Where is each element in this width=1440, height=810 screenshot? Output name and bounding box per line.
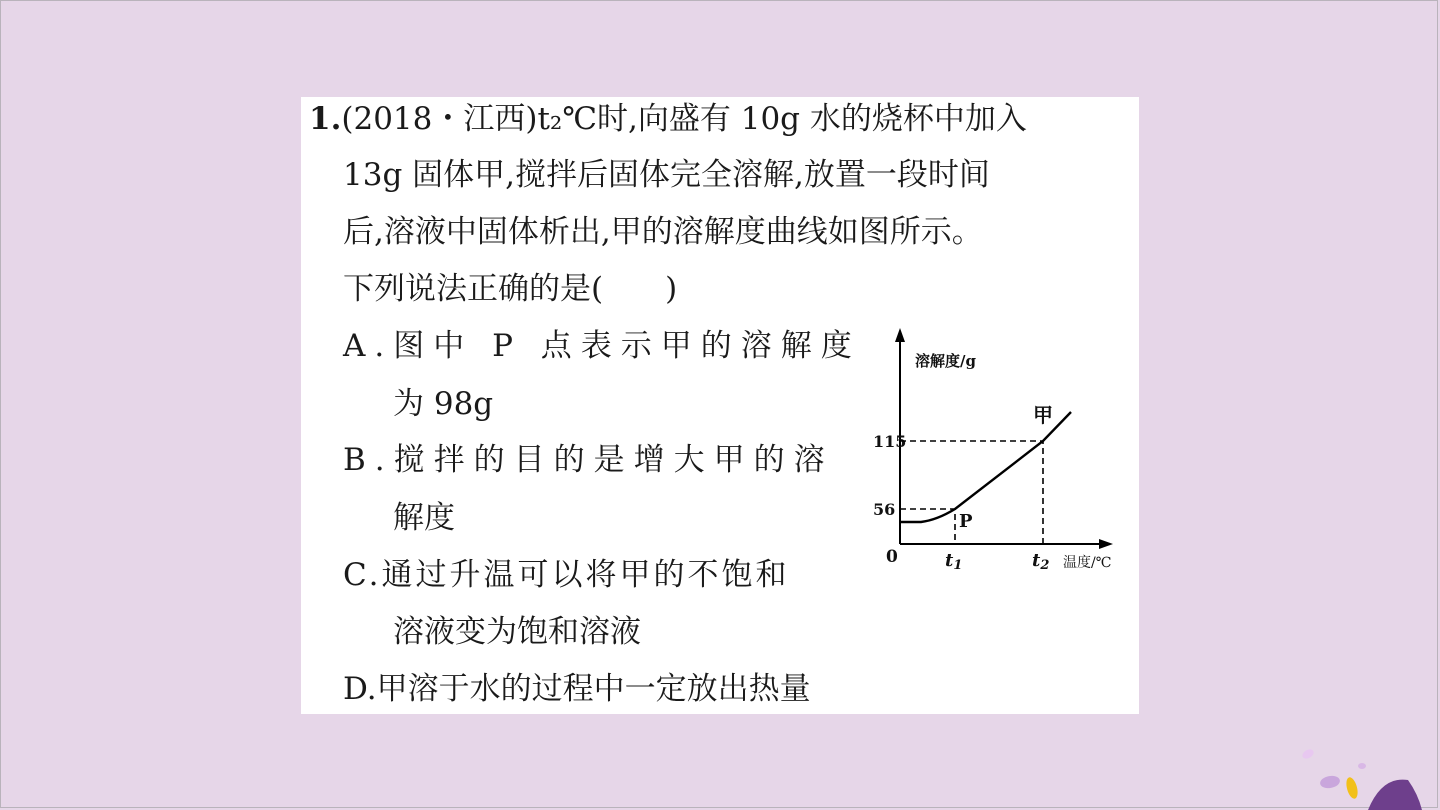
petal-small-icon [1358, 763, 1366, 769]
question-line-4: 下列说法正确的是( ) [343, 271, 678, 307]
x-tick-t2: t2 [1032, 550, 1050, 573]
y-tick-56: 56 [873, 500, 896, 519]
origin-label: 0 [886, 547, 898, 567]
petal-yellow-icon [1344, 776, 1359, 800]
petal-pink-icon [1301, 748, 1315, 761]
series-line-jia [901, 412, 1071, 522]
x-tick-t1: t1 [945, 550, 963, 573]
question-number: 1. [309, 101, 342, 137]
leaf-purple-icon [1368, 780, 1422, 810]
series-label-jia: 甲 [1033, 403, 1053, 427]
y-axis-label: 溶解度/g [915, 352, 976, 370]
option-d-line-1: D.甲溶于水的过程中一定放出热量 [343, 671, 811, 707]
question-line-1 [309, 99, 1027, 139]
question-text-1: (2018・江西)t₂℃时,向盛有 10g 水的烧杯中加入 [341, 101, 1027, 137]
option-a-line-1: A.图中 P 点表示甲的溶解度 [343, 328, 861, 364]
solubility-chart [855, 322, 1135, 582]
x-axis-label: 温度/℃ [1063, 555, 1112, 571]
y-axis-arrow [895, 328, 905, 342]
y-tick-115: 115 [873, 432, 907, 451]
option-c-line-1: C.通过升温可以将甲的不饱和 [343, 557, 790, 593]
question-line-3: 后,溶液中固体析出,甲的溶解度曲线如图所示。 [343, 214, 983, 250]
petal-lilac-icon [1319, 774, 1341, 789]
question-line-2: 13g 固体甲,搅拌后固体完全溶解,放置一段时间 [343, 157, 990, 193]
option-a-line-2: 为 98g [393, 386, 494, 422]
x-axis-arrow [1099, 539, 1113, 549]
option-b-line-1: B.搅拌的目的是增大甲的溶 [343, 442, 834, 478]
option-c-line-2: 溶液变为饱和溶液 [393, 614, 641, 650]
corner-decoration [1296, 736, 1440, 810]
point-p-label: P [959, 511, 973, 532]
option-b-line-2: 解度 [393, 500, 455, 536]
